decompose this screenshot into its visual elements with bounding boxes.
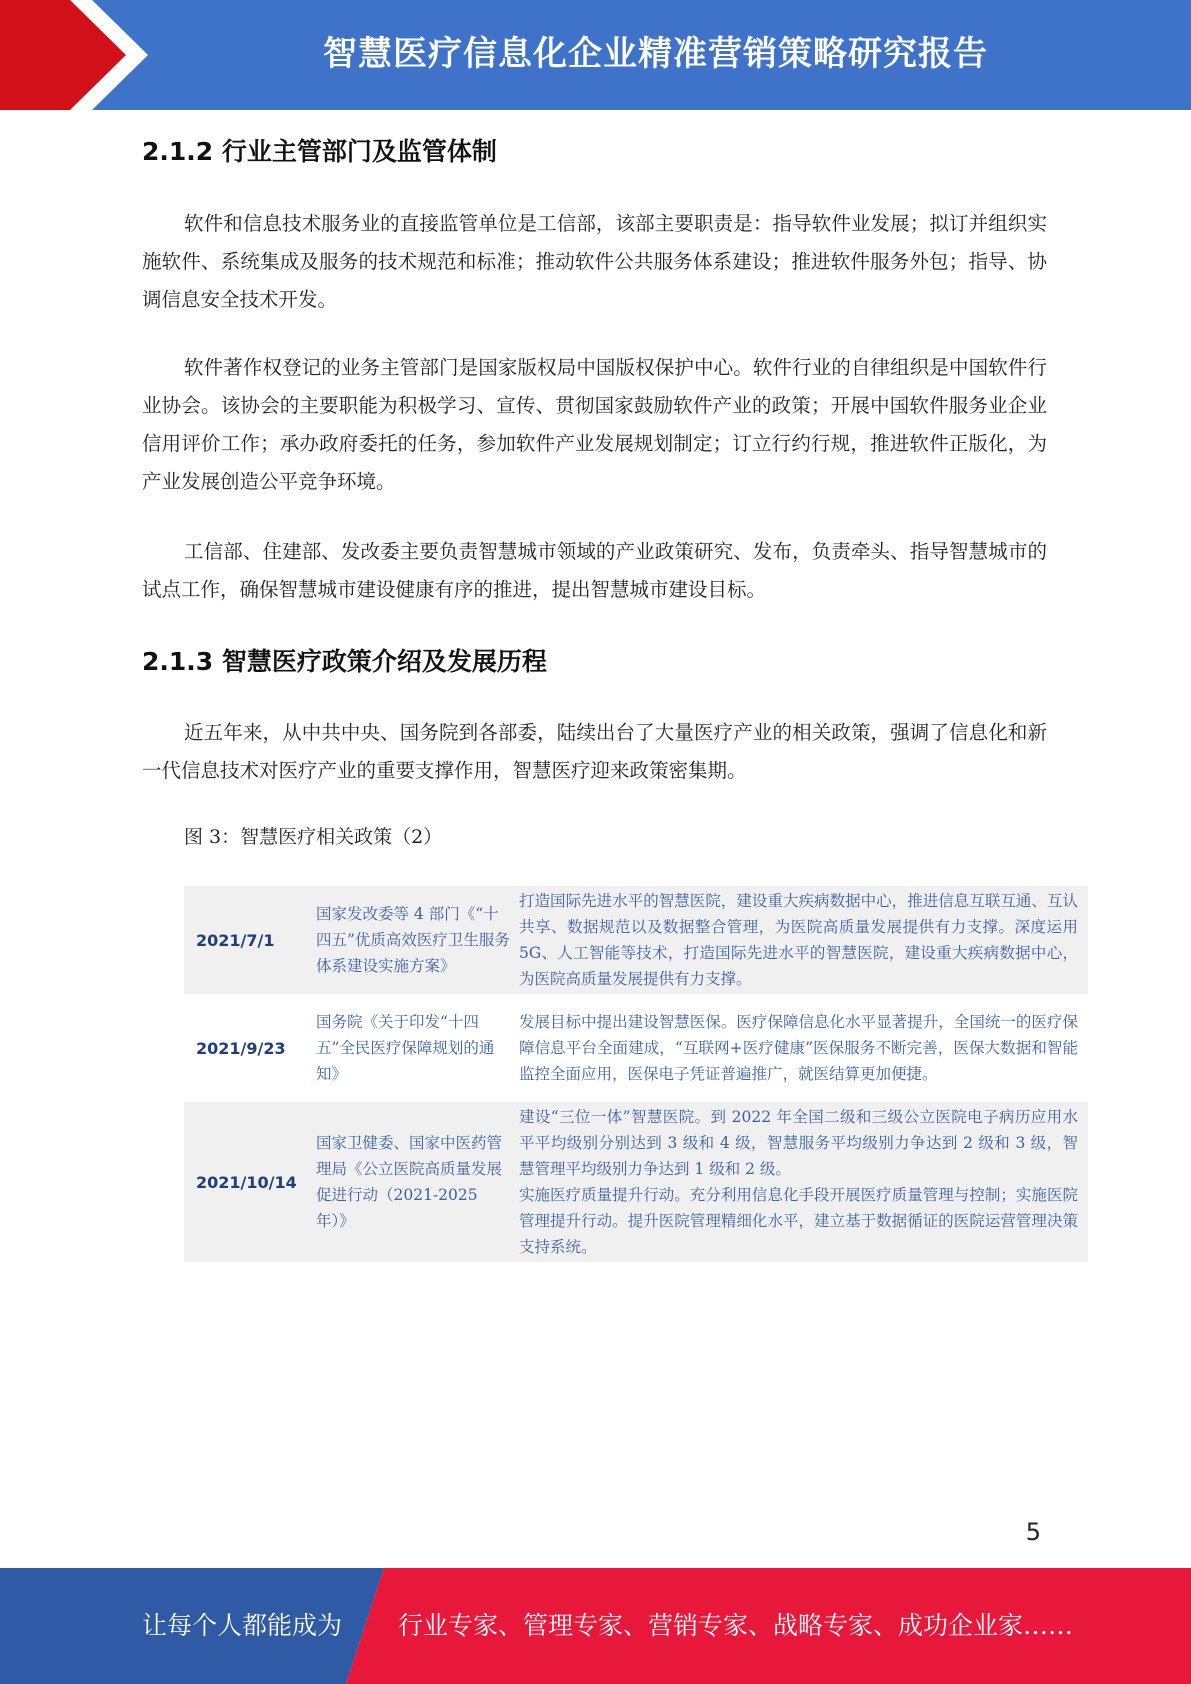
paragraph: 近五年来，从中共中央、国务院到各部委，陆续出台了大量医疗产业的相关政策，强调了信息化和新一代信息技术对医疗产业的重要支撑作用，智慧医疗迎来政策密集期。 [142, 721, 1047, 782]
footer-slogan-right: 行业专家、管理专家、营销专家、战略专家、成功企业家…… [398, 1611, 1074, 1640]
policy-issuer: 国家发改委等 4 部门《“十四五”优质高效医疗卫生服务体系建设实施方案》 [316, 886, 519, 994]
page-number: 5 [1025, 1518, 1041, 1546]
policy-content-cell [519, 1102, 1088, 1262]
policy-date: 2021/10/14 [184, 1102, 316, 1262]
policy-issuer: 国家卫健委、国家中医药管理局《公立医院高质量发展促进行动（2021-2025 年）》 [316, 1102, 519, 1262]
table-row [184, 994, 1088, 1102]
table-row [184, 1102, 1088, 1262]
footer-banner [0, 1568, 1191, 1684]
footer-slogan-left: 让每个人都能成为 [142, 1611, 343, 1640]
policy-content: 发展目标中提出建设智慧医保。医疗保障信息化水平显著提升，全国统一的医疗保障信息平台全面建成，“互联网+医疗健康”医保服务不断完善，医保大数据和智能监控全面应用，医保电子凭证普遍推广，就医结算更加便捷。 [519, 1013, 1078, 1083]
header-banner [0, 0, 1191, 110]
policy-content: 建设“三位一体”智慧医院。到 2022 年全国二级和三级公立医院电子病历应用水平平均级别分别达到 3 级和 4 级，智慧服务平均级别力争达到 2 级和 3 级，智慧管理平均级别力争达到 1 级和 2 级。 [519, 1108, 1078, 1178]
section-heading-2-1-2: 2.1.2 行业主管部门及监管体制 [142, 137, 497, 166]
section-heading-2-1-3: 2.1.3 智慧医疗政策介绍及发展历程 [142, 647, 547, 676]
paragraph: 软件著作权登记的业务主管部门是国家版权局中国版权保护中心。软件行业的自律组织是中国软件行业协会。该协会的主要职能为积极学习、宣传、贯彻国家鼓励软件产业的政策；开展中国软件服务业企业信用评价工作；承办政府委托的任务，参加软件产业发展规划制定；订立行约行规，推进软件正版化，为产业发展创造公平竞争环境。 [142, 356, 1047, 493]
paragraph: 工信部、住建部、发改委主要负责智慧城市领域的产业政策研究、发布，负责牵头、指导智慧城市的试点工作，确保智慧城市建设健康有序的推进，提出智慧城市建设目标。 [142, 540, 1047, 601]
policy-issuer: 国务院《关于印发“十四五”全民医疗保障规划的通知》 [316, 1013, 495, 1083]
report-title: 智慧医疗信息化企业精准营销策略研究报告 [323, 34, 988, 74]
policy-content: 打造国际先进水平的智慧医院，建设重大疾病数据中心，推进信息互联互通、互认共享、数据规范以及数据整合管理，为医院高质量发展提供有力支撑。深度运用 5G、人工智能等技术，打造国际先进水平的智慧医院，建设重大疾病数据中心，为医院高质量发展提供有力支撑。 [519, 886, 1088, 994]
header-arrow-decoration [0, 0, 160, 110]
figure-caption: 图 3：智慧医疗相关政策（2） [184, 826, 443, 848]
policy-date: 2021/7/1 [184, 886, 316, 994]
policy-content: 实施医疗质量提升行动。充分利用信息化手段开展医疗质量管理与控制；实施医院管理提升行动。提升医院管理精细化水平，建立基于数据循证的医院运营管理决策支持系统。 [519, 1186, 1078, 1256]
policy-table [184, 886, 1088, 1262]
policy-date: 2021/9/23 [196, 1038, 286, 1058]
paragraph: 软件和信息技术服务业的直接监管单位是工信部，该部主要职责是：指导软件业发展；拟订并组织实施软件、系统集成及服务的技术规范和标准；推动软件公共服务体系建设；推进软件服务外包；指导、协调信息安全技术开发。 [142, 212, 1047, 311]
table-row [184, 886, 1088, 994]
